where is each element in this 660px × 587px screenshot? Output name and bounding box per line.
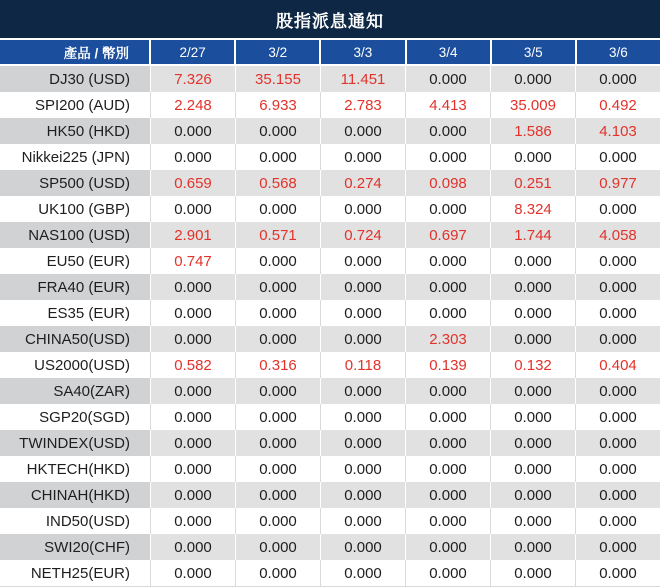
dividend-value-cell: 0.000 <box>150 534 235 560</box>
dividend-value-cell: 0.000 <box>405 404 490 430</box>
row-label: ES35 (EUR) <box>0 300 150 326</box>
dividend-value-cell: 0.139 <box>405 352 490 378</box>
dividend-value-cell: 4.413 <box>405 92 490 118</box>
row-label: UK100 (GBP) <box>0 196 150 222</box>
header-date: 3/5 <box>492 40 575 64</box>
row-label: DJ30 (USD) <box>0 66 150 92</box>
table-row <box>0 352 660 378</box>
dividend-value-cell: 0.000 <box>235 196 320 222</box>
dividend-value-cell: 0.000 <box>575 274 660 300</box>
dividend-value-cell: 0.000 <box>320 248 405 274</box>
dividend-value-cell: 0.000 <box>320 196 405 222</box>
dividend-value-cell: 0.000 <box>405 248 490 274</box>
dividend-value-cell: 0.492 <box>575 92 660 118</box>
row-label: HKTECH(HKD) <box>0 456 150 482</box>
dividend-value-cell: 0.000 <box>405 456 490 482</box>
table-row <box>0 326 660 352</box>
dividend-value-cell: 0.000 <box>150 118 235 144</box>
row-label: SP500 (USD) <box>0 170 150 196</box>
dividend-value-cell: 0.000 <box>405 144 490 170</box>
dividend-value-cell: 0.000 <box>235 248 320 274</box>
table-row <box>0 456 660 482</box>
dividend-value-cell: 0.000 <box>575 196 660 222</box>
dividend-value-cell: 0.000 <box>235 430 320 456</box>
dividend-value-cell: 0.000 <box>490 248 575 274</box>
dividend-value-cell: 1.586 <box>490 118 575 144</box>
dividend-value-cell: 0.000 <box>320 404 405 430</box>
table-row <box>0 560 660 586</box>
dividend-value-cell: 0.000 <box>320 534 405 560</box>
dividend-value-cell: 0.000 <box>150 300 235 326</box>
dividend-value-cell: 0.098 <box>405 170 490 196</box>
dividend-value-cell: 0.977 <box>575 170 660 196</box>
row-label: TWINDEX(USD) <box>0 430 150 456</box>
dividend-value-cell: 7.326 <box>150 66 235 92</box>
dividend-value-cell: 0.000 <box>235 144 320 170</box>
dividend-value-cell: 4.103 <box>575 118 660 144</box>
dividend-value-cell: 0.000 <box>150 508 235 534</box>
dividend-value-cell: 0.000 <box>405 274 490 300</box>
dividend-value-cell: 0.000 <box>150 482 235 508</box>
dividend-value-cell: 0.000 <box>490 482 575 508</box>
dividend-value-cell: 0.000 <box>490 404 575 430</box>
dividend-value-cell: 0.000 <box>575 508 660 534</box>
dividend-value-cell: 0.000 <box>490 534 575 560</box>
dividend-value-cell: 0.000 <box>150 404 235 430</box>
header-date: 3/3 <box>321 40 404 64</box>
header-date: 3/4 <box>407 40 490 64</box>
dividend-value-cell: 0.132 <box>490 352 575 378</box>
dividend-value-cell: 0.000 <box>235 274 320 300</box>
dividend-value-cell: 0.000 <box>320 482 405 508</box>
dividend-value-cell: 0.000 <box>405 196 490 222</box>
table-row <box>0 508 660 534</box>
dividend-value-cell: 0.000 <box>235 300 320 326</box>
table-row <box>0 482 660 508</box>
dividend-value-cell: 0.000 <box>405 118 490 144</box>
table-row <box>0 196 660 222</box>
dividend-value-cell: 0.000 <box>320 118 405 144</box>
dividend-value-cell: 0.000 <box>235 456 320 482</box>
row-label: CHINA50(USD) <box>0 326 150 352</box>
table-row <box>0 248 660 274</box>
table-row <box>0 300 660 326</box>
dividend-value-cell: 0.000 <box>150 456 235 482</box>
row-label: NAS100 (USD) <box>0 222 150 248</box>
table-row <box>0 170 660 196</box>
row-label: EU50 (EUR) <box>0 248 150 274</box>
dividend-value-cell: 0.000 <box>150 144 235 170</box>
dividend-value-cell: 0.000 <box>150 430 235 456</box>
row-label: FRA40 (EUR) <box>0 274 150 300</box>
table-row <box>0 118 660 144</box>
dividend-value-cell: 0.000 <box>405 560 490 586</box>
table-row <box>0 534 660 560</box>
dividend-value-cell: 0.000 <box>575 326 660 352</box>
dividend-value-cell: 8.324 <box>490 196 575 222</box>
dividend-value-cell: 0.571 <box>235 222 320 248</box>
dividend-value-cell: 0.274 <box>320 170 405 196</box>
dividend-value-cell: 0.000 <box>320 430 405 456</box>
dividend-value-cell: 0.000 <box>320 508 405 534</box>
dividend-value-cell: 0.000 <box>490 430 575 456</box>
dividend-value-cell: 0.000 <box>575 482 660 508</box>
table-row <box>0 144 660 170</box>
dividend-value-cell: 2.303 <box>405 326 490 352</box>
dividend-value-cell: 0.000 <box>490 456 575 482</box>
table-row <box>0 92 660 118</box>
dividend-value-cell: 0.000 <box>490 326 575 352</box>
dividend-value-cell: 0.316 <box>235 352 320 378</box>
row-label: SGP20(SGD) <box>0 404 150 430</box>
dividend-value-cell: 0.000 <box>235 508 320 534</box>
row-label: Nikkei225 (JPN) <box>0 144 150 170</box>
dividend-value-cell: 0.000 <box>150 560 235 586</box>
dividend-value-cell: 0.000 <box>490 508 575 534</box>
dividend-value-cell: 0.000 <box>150 326 235 352</box>
dividend-value-cell: 2.901 <box>150 222 235 248</box>
dividend-value-cell: 0.000 <box>235 482 320 508</box>
dividend-value-cell: 0.000 <box>320 300 405 326</box>
dividend-value-cell: 0.000 <box>575 144 660 170</box>
table-row <box>0 274 660 300</box>
dividend-value-cell: 0.000 <box>235 534 320 560</box>
table-row <box>0 66 660 92</box>
dividend-value-cell: 0.568 <box>235 170 320 196</box>
dividend-value-cell: 0.000 <box>235 326 320 352</box>
dividend-value-cell: 11.451 <box>320 66 405 92</box>
table-row <box>0 222 660 248</box>
header-product-currency: 產品 / 幣別 <box>0 40 149 64</box>
row-label: HK50 (HKD) <box>0 118 150 144</box>
dividend-value-cell: 0.000 <box>405 534 490 560</box>
dividend-value-cell: 0.000 <box>575 430 660 456</box>
dividend-value-cell: 0.000 <box>150 378 235 404</box>
dividend-value-cell: 0.000 <box>405 482 490 508</box>
table-header <box>0 40 660 66</box>
dividend-value-cell: 0.000 <box>320 326 405 352</box>
table-row <box>0 404 660 430</box>
row-label: US2000(USD) <box>0 352 150 378</box>
dividend-value-cell: 0.724 <box>320 222 405 248</box>
dividend-value-cell: 0.000 <box>575 534 660 560</box>
dividend-value-cell: 35.009 <box>490 92 575 118</box>
dividend-value-cell: 0.000 <box>320 560 405 586</box>
dividend-value-cell: 0.000 <box>575 560 660 586</box>
dividend-value-cell: 0.000 <box>320 456 405 482</box>
dividend-value-cell: 0.000 <box>320 274 405 300</box>
dividend-value-cell: 2.248 <box>150 92 235 118</box>
dividend-value-cell: 0.000 <box>490 66 575 92</box>
table-body <box>0 66 660 587</box>
dividend-value-cell: 0.000 <box>490 378 575 404</box>
dividend-value-cell: 0.697 <box>405 222 490 248</box>
dividend-value-cell: 2.783 <box>320 92 405 118</box>
header-date: 2/27 <box>151 40 234 64</box>
dividend-value-cell: 0.000 <box>150 196 235 222</box>
dividend-value-cell: 0.000 <box>490 560 575 586</box>
dividend-value-cell: 0.747 <box>150 248 235 274</box>
dividend-value-cell: 0.000 <box>575 300 660 326</box>
dividend-value-cell: 0.404 <box>575 352 660 378</box>
table-row <box>0 378 660 404</box>
page-title: 股指派息通知 <box>0 0 660 40</box>
dividend-value-cell: 0.000 <box>405 508 490 534</box>
row-label: SWI20(CHF) <box>0 534 150 560</box>
row-label: SPI200 (AUD) <box>0 92 150 118</box>
row-label: NETH25(EUR) <box>0 560 150 586</box>
row-label: SA40(ZAR) <box>0 378 150 404</box>
dividend-value-cell: 0.000 <box>575 456 660 482</box>
dividend-value-cell: 0.251 <box>490 170 575 196</box>
dividend-value-cell: 0.000 <box>235 118 320 144</box>
dividend-value-cell: 0.000 <box>490 144 575 170</box>
dividend-value-cell: 0.000 <box>235 404 320 430</box>
dividend-value-cell: 4.058 <box>575 222 660 248</box>
dividend-value-cell: 35.155 <box>235 66 320 92</box>
dividend-value-cell: 0.000 <box>575 248 660 274</box>
table-row <box>0 430 660 456</box>
dividend-value-cell: 0.000 <box>575 66 660 92</box>
dividend-value-cell: 0.000 <box>405 300 490 326</box>
dividend-value-cell: 0.000 <box>575 404 660 430</box>
dividend-value-cell: 0.659 <box>150 170 235 196</box>
row-label: IND50(USD) <box>0 508 150 534</box>
dividend-value-cell: 0.000 <box>235 560 320 586</box>
dividend-value-cell: 0.000 <box>405 378 490 404</box>
dividend-value-cell: 0.000 <box>405 66 490 92</box>
dividend-value-cell: 0.000 <box>575 378 660 404</box>
dividend-value-cell: 0.582 <box>150 352 235 378</box>
row-label: CHINAH(HKD) <box>0 482 150 508</box>
dividend-value-cell: 0.000 <box>150 274 235 300</box>
dividend-value-cell: 0.118 <box>320 352 405 378</box>
header-date: 3/6 <box>577 40 660 64</box>
dividend-value-cell: 0.000 <box>320 378 405 404</box>
dividend-value-cell: 1.744 <box>490 222 575 248</box>
dividend-value-cell: 0.000 <box>405 430 490 456</box>
dividend-value-cell: 0.000 <box>320 144 405 170</box>
dividend-value-cell: 0.000 <box>235 378 320 404</box>
dividend-value-cell: 0.000 <box>490 274 575 300</box>
dividend-value-cell: 6.933 <box>235 92 320 118</box>
dividend-value-cell: 0.000 <box>490 300 575 326</box>
header-date: 3/2 <box>236 40 319 64</box>
